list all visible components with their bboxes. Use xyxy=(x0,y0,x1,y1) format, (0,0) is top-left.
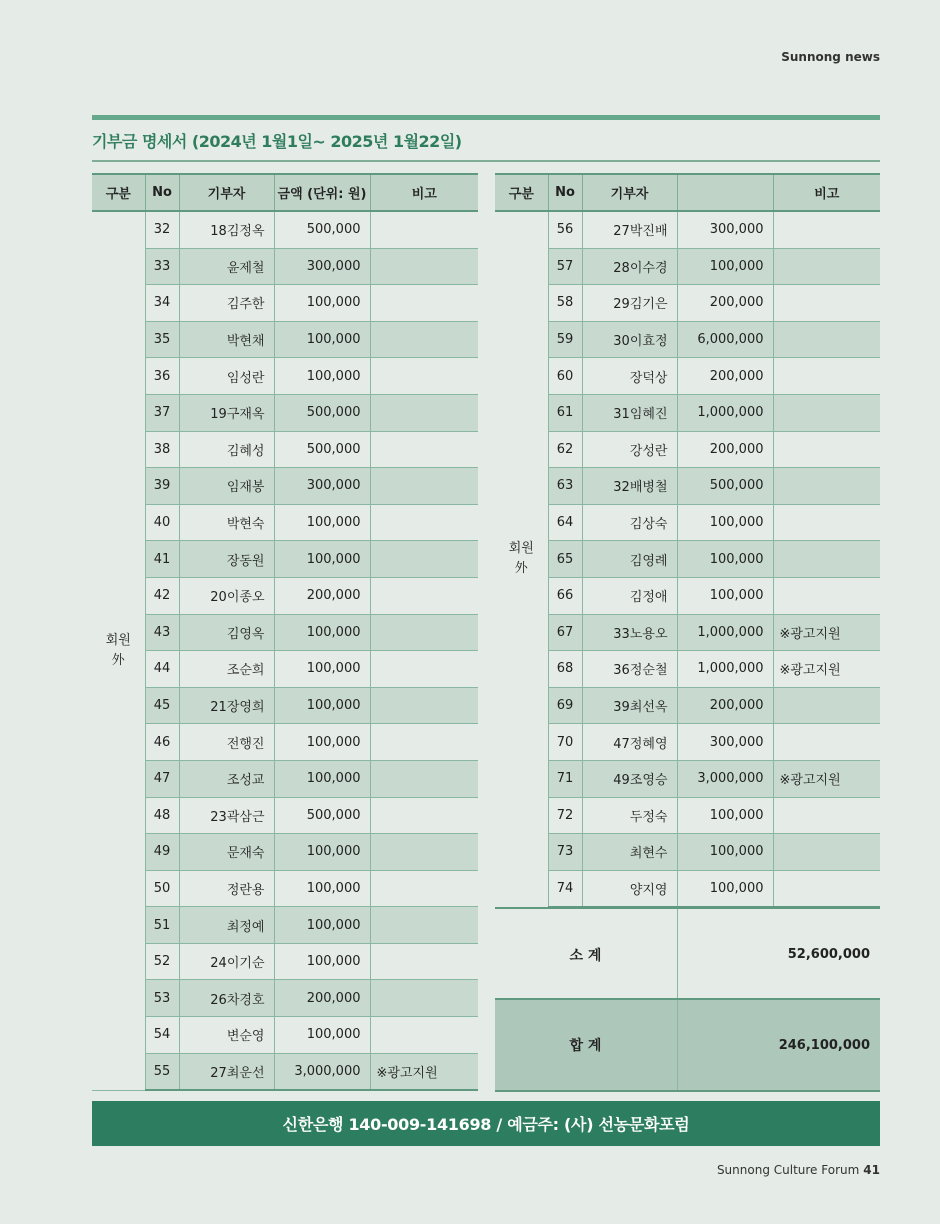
note-cell xyxy=(773,248,880,285)
donor-name: 장덕상 xyxy=(582,358,677,395)
donation-amount: 100,000 xyxy=(274,870,370,907)
note-cell xyxy=(370,1017,478,1054)
note-cell xyxy=(773,211,880,248)
row-number: 66 xyxy=(548,577,582,614)
note-cell xyxy=(370,321,478,358)
donation-amount: 100,000 xyxy=(274,724,370,761)
donation-amount: 100,000 xyxy=(274,687,370,724)
note-cell xyxy=(370,687,478,724)
table-row xyxy=(495,870,880,907)
donor-name: 18김정옥 xyxy=(179,211,274,248)
donation-amount: 100,000 xyxy=(274,834,370,871)
note-cell xyxy=(773,358,880,395)
donation-amount: 3,000,000 xyxy=(274,1053,370,1090)
table-row xyxy=(92,687,478,724)
table-row xyxy=(92,907,478,944)
note-cell xyxy=(773,834,880,871)
note-cell xyxy=(773,321,880,358)
donation-amount: 100,000 xyxy=(274,943,370,980)
table-row xyxy=(495,358,880,395)
row-number: 38 xyxy=(145,431,179,468)
row-number: 55 xyxy=(145,1053,179,1090)
donor-name: 전행진 xyxy=(179,724,274,761)
note-cell xyxy=(370,724,478,761)
row-number: 49 xyxy=(145,834,179,871)
row-number: 35 xyxy=(145,321,179,358)
bank-account-banner: 신한은행 140-009-141698 / 예금주: (사) 선농문화포럼 xyxy=(92,1101,880,1146)
table-row xyxy=(92,541,478,578)
note-cell xyxy=(370,468,478,505)
row-number: 62 xyxy=(548,431,582,468)
donor-name: 김영례 xyxy=(582,541,677,578)
table-row xyxy=(92,577,478,614)
note-cell xyxy=(370,760,478,797)
table-row xyxy=(92,394,478,431)
row-number: 39 xyxy=(145,468,179,505)
note-cell xyxy=(773,797,880,834)
donation-amount: 100,000 xyxy=(677,504,773,541)
table-row xyxy=(92,870,478,907)
table-row xyxy=(92,285,478,322)
subtotal-value: 52,600,000 xyxy=(677,909,880,1000)
total-label: 합 계 xyxy=(569,1038,602,1054)
donation-table-left xyxy=(92,173,478,1091)
row-number: 41 xyxy=(145,541,179,578)
note-cell xyxy=(773,724,880,761)
table-row xyxy=(495,431,880,468)
table-row xyxy=(92,797,478,834)
table-row xyxy=(495,687,880,724)
donation-amount: 100,000 xyxy=(274,504,370,541)
note-cell: ※광고지원 xyxy=(773,651,880,688)
note-cell xyxy=(370,394,478,431)
note-cell xyxy=(370,980,478,1017)
footer xyxy=(717,1163,880,1177)
table-row xyxy=(495,724,880,761)
donor-name: 임성란 xyxy=(179,358,274,395)
table-row xyxy=(495,577,880,614)
note-cell xyxy=(370,907,478,944)
row-number: 33 xyxy=(145,248,179,285)
donor-name: 최정예 xyxy=(179,907,274,944)
donor-name: 27최운선 xyxy=(179,1053,274,1090)
donation-amount: 300,000 xyxy=(677,211,773,248)
donor-name: 김주한 xyxy=(179,285,274,322)
donor-name: 28이수경 xyxy=(582,248,677,285)
note-cell xyxy=(773,285,880,322)
row-number: 52 xyxy=(145,943,179,980)
row-number: 72 xyxy=(548,797,582,834)
table-row xyxy=(495,760,880,797)
col-header-note: 비고 xyxy=(773,174,880,211)
donor-name: 양지영 xyxy=(582,870,677,907)
row-number: 63 xyxy=(548,468,582,505)
page-number: 41 xyxy=(863,1163,880,1177)
donation-amount: 100,000 xyxy=(274,651,370,688)
table-row xyxy=(495,651,880,688)
row-number: 57 xyxy=(548,248,582,285)
category-cell xyxy=(495,211,548,907)
row-number: 53 xyxy=(145,980,179,1017)
donation-amount: 1,000,000 xyxy=(677,651,773,688)
donation-amount: 100,000 xyxy=(274,614,370,651)
note-cell xyxy=(370,651,478,688)
donation-amount: 100,000 xyxy=(677,870,773,907)
subtotal-label: 소 계 xyxy=(569,947,602,964)
table-row xyxy=(92,980,478,1017)
donation-amount: 1,000,000 xyxy=(677,614,773,651)
subtotal-row xyxy=(495,907,880,1000)
row-number: 46 xyxy=(145,724,179,761)
row-number: 61 xyxy=(548,394,582,431)
table-row xyxy=(92,614,478,651)
donor-name: 23곽삼근 xyxy=(179,797,274,834)
donor-name: 윤제철 xyxy=(179,248,274,285)
donor-name: 19구재옥 xyxy=(179,394,274,431)
table-row xyxy=(92,1053,478,1090)
row-number: 40 xyxy=(145,504,179,541)
donor-name: 24이기순 xyxy=(179,943,274,980)
note-cell xyxy=(370,834,478,871)
category-cell xyxy=(92,211,145,1090)
donor-name: 36정순철 xyxy=(582,651,677,688)
donation-amount: 500,000 xyxy=(274,431,370,468)
note-cell xyxy=(370,248,478,285)
donor-name: 32배병철 xyxy=(582,468,677,505)
table-row xyxy=(495,834,880,871)
row-number: 67 xyxy=(548,614,582,651)
note-cell: ※광고지원 xyxy=(773,614,880,651)
note-cell xyxy=(370,943,478,980)
note-cell xyxy=(370,211,478,248)
note-cell xyxy=(370,358,478,395)
row-number: 59 xyxy=(548,321,582,358)
donor-name: 조순희 xyxy=(179,651,274,688)
donor-name: 47정혜영 xyxy=(582,724,677,761)
donor-name: 김정애 xyxy=(582,577,677,614)
donation-amount: 100,000 xyxy=(677,834,773,871)
donor-name: 조성교 xyxy=(179,760,274,797)
donation-amount: 100,000 xyxy=(274,358,370,395)
row-number: 45 xyxy=(145,687,179,724)
note-cell xyxy=(773,541,880,578)
table-row xyxy=(92,943,478,980)
donor-name: 39최선옥 xyxy=(582,687,677,724)
donor-name: 두정숙 xyxy=(582,797,677,834)
total-row xyxy=(495,998,880,1092)
table-row xyxy=(92,431,478,468)
donation-amount: 100,000 xyxy=(677,577,773,614)
table-row xyxy=(92,504,478,541)
table-row xyxy=(495,614,880,651)
row-number: 37 xyxy=(145,394,179,431)
note-cell xyxy=(773,577,880,614)
donor-name: 김영옥 xyxy=(179,614,274,651)
donation-amount: 500,000 xyxy=(274,797,370,834)
note-cell xyxy=(370,614,478,651)
row-number: 60 xyxy=(548,358,582,395)
row-number: 69 xyxy=(548,687,582,724)
row-number: 50 xyxy=(145,870,179,907)
table-row xyxy=(495,504,880,541)
table-row xyxy=(92,248,478,285)
row-number: 71 xyxy=(548,760,582,797)
table-row xyxy=(92,211,478,248)
note-cell xyxy=(773,431,880,468)
donation-amount: 100,000 xyxy=(274,321,370,358)
donor-name: 최현수 xyxy=(582,834,677,871)
donor-name: 김혜성 xyxy=(179,431,274,468)
note-cell xyxy=(773,504,880,541)
note-cell xyxy=(773,870,880,907)
donation-amount: 6,000,000 xyxy=(677,321,773,358)
donor-name: 27박진배 xyxy=(582,211,677,248)
col-header-amount: 금액 (단위: 원) xyxy=(274,174,370,211)
note-cell xyxy=(370,870,478,907)
table-row xyxy=(92,834,478,871)
donation-amount: 200,000 xyxy=(677,687,773,724)
row-number: 43 xyxy=(145,614,179,651)
note-cell xyxy=(773,687,880,724)
table-row xyxy=(92,760,478,797)
donation-amount: 500,000 xyxy=(274,394,370,431)
donor-name: 장동원 xyxy=(179,541,274,578)
note-cell xyxy=(370,577,478,614)
table-row xyxy=(495,541,880,578)
table-row xyxy=(92,1017,478,1054)
donation-amount: 500,000 xyxy=(274,211,370,248)
donor-name: 김상숙 xyxy=(582,504,677,541)
col-header-category: 구분 xyxy=(495,174,548,211)
row-number: 47 xyxy=(145,760,179,797)
donor-name: 26차경호 xyxy=(179,980,274,1017)
donor-name: 박현채 xyxy=(179,321,274,358)
col-header-no: No xyxy=(548,174,582,211)
row-number: 42 xyxy=(145,577,179,614)
note-cell xyxy=(370,541,478,578)
page-title: 기부금 명세서 (2024년 1월1일~ 2025년 1월22일) xyxy=(92,132,462,151)
row-number: 68 xyxy=(548,651,582,688)
table-row xyxy=(92,651,478,688)
table-row xyxy=(495,468,880,505)
note-cell xyxy=(370,285,478,322)
row-number: 44 xyxy=(145,651,179,688)
donation-amount: 200,000 xyxy=(274,980,370,1017)
donor-name: 임재봉 xyxy=(179,468,274,505)
row-number: 36 xyxy=(145,358,179,395)
col-header-category: 구분 xyxy=(92,174,145,211)
donation-amount: 500,000 xyxy=(677,468,773,505)
row-number: 65 xyxy=(548,541,582,578)
donation-amount: 100,000 xyxy=(677,541,773,578)
row-number: 51 xyxy=(145,907,179,944)
donation-table-right xyxy=(495,173,880,908)
table-row xyxy=(495,797,880,834)
row-number: 73 xyxy=(548,834,582,871)
donation-amount: 100,000 xyxy=(274,907,370,944)
donation-amount: 100,000 xyxy=(274,1017,370,1054)
category-label-line: 회원 xyxy=(105,632,131,648)
row-number: 48 xyxy=(145,797,179,834)
donor-name: 29김기은 xyxy=(582,285,677,322)
donor-name: 21장영희 xyxy=(179,687,274,724)
donation-amount: 3,000,000 xyxy=(677,760,773,797)
donation-amount: 100,000 xyxy=(274,285,370,322)
row-number: 70 xyxy=(548,724,582,761)
note-cell xyxy=(370,504,478,541)
donation-amount: 200,000 xyxy=(677,358,773,395)
table-row xyxy=(495,248,880,285)
donor-name: 33노용오 xyxy=(582,614,677,651)
donor-name: 31임혜진 xyxy=(582,394,677,431)
donation-amount: 200,000 xyxy=(274,577,370,614)
row-number: 34 xyxy=(145,285,179,322)
row-number: 58 xyxy=(548,285,582,322)
note-cell xyxy=(370,431,478,468)
note-cell xyxy=(370,797,478,834)
table-body-right xyxy=(495,211,880,907)
donation-amount: 100,000 xyxy=(677,248,773,285)
category-label-line: 회원 xyxy=(508,541,534,557)
row-number: 64 xyxy=(548,504,582,541)
note-cell xyxy=(773,394,880,431)
category-label-line: 外 xyxy=(111,652,125,668)
donor-name: 변순영 xyxy=(179,1017,274,1054)
donation-amount: 100,000 xyxy=(274,760,370,797)
top-rule xyxy=(92,115,880,120)
donor-name: 30이효정 xyxy=(582,321,677,358)
col-header-no: No xyxy=(145,174,179,211)
table-row xyxy=(495,394,880,431)
donor-name: 문재숙 xyxy=(179,834,274,871)
note-cell: ※광고지원 xyxy=(773,760,880,797)
footer-text: Sunnong Culture Forum xyxy=(716,1163,860,1177)
table-row xyxy=(92,724,478,761)
header-brand: Sunnong news xyxy=(781,50,880,64)
category-label-line: 外 xyxy=(514,561,528,577)
donor-name: 강성란 xyxy=(582,431,677,468)
donation-amount: 100,000 xyxy=(274,541,370,578)
donation-amount: 300,000 xyxy=(274,468,370,505)
donation-amount: 300,000 xyxy=(274,248,370,285)
donation-amount: 200,000 xyxy=(677,431,773,468)
donation-amount: 200,000 xyxy=(677,285,773,322)
note-cell: ※광고지원 xyxy=(370,1053,478,1090)
donor-name: 20이종오 xyxy=(179,577,274,614)
table-row xyxy=(92,358,478,395)
table-row xyxy=(495,285,880,322)
table-row xyxy=(92,321,478,358)
donor-name: 49조영승 xyxy=(582,760,677,797)
table-row xyxy=(495,211,880,248)
col-header-donor: 기부자 xyxy=(179,174,274,211)
col-header-note: 비고 xyxy=(370,174,478,211)
row-number: 74 xyxy=(548,870,582,907)
row-number: 54 xyxy=(145,1017,179,1054)
donation-amount: 100,000 xyxy=(677,797,773,834)
donation-amount: 1,000,000 xyxy=(677,394,773,431)
donor-name: 박현숙 xyxy=(179,504,274,541)
table-body-left xyxy=(92,211,478,1090)
row-number: 32 xyxy=(145,211,179,248)
donor-name: 정란용 xyxy=(179,870,274,907)
title-rule xyxy=(92,160,880,162)
col-header-donor: 기부자 xyxy=(582,174,677,211)
table-row xyxy=(92,468,478,505)
table-row xyxy=(495,321,880,358)
note-cell xyxy=(773,468,880,505)
donation-amount: 300,000 xyxy=(677,724,773,761)
total-value: 246,100,000 xyxy=(677,1000,880,1090)
col-header-amount xyxy=(677,174,773,211)
row-number: 56 xyxy=(548,211,582,248)
